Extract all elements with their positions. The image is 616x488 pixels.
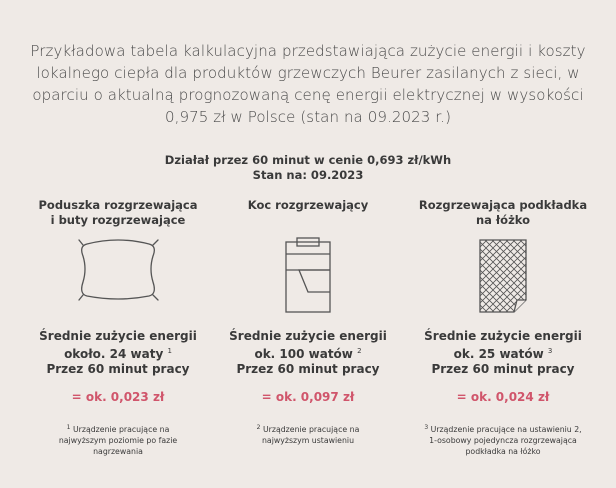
usage-watts: ok. 25 watów (453, 347, 544, 361)
footnote-line: podkładka na łóżko (465, 447, 541, 456)
product-column-mattress-pad (405, 198, 601, 456)
cost-value: = ok. 0,097 zł (261, 390, 355, 404)
footnote-mark: 3 (547, 347, 553, 355)
footnote-mark: 1 (167, 347, 172, 355)
product-title (405, 198, 601, 230)
cost-value: = ok. 0,023 zł (71, 390, 165, 404)
pillow-icon (20, 234, 216, 324)
footnote-text: Urządzenie pracujące na ustawieniu 2, (430, 425, 582, 434)
usage-value (210, 344, 406, 362)
usage-duration: Przez 60 minut pracy (236, 362, 380, 376)
product-title-line: na łóżko (475, 213, 531, 227)
footnote-line: 1-osobowy pojedyncza rozgrzewająca (429, 436, 577, 445)
footnote-mark: 2 (357, 347, 362, 355)
product-column-heat-blanket (210, 198, 406, 445)
energy-usage (405, 329, 601, 377)
footnote (210, 422, 406, 446)
calculation-basis (0, 153, 616, 183)
cost-value: = ok. 0,024 zł (456, 390, 550, 404)
product-title-line: Poduszka rozgrzewająca (38, 198, 198, 212)
product-title (210, 198, 406, 230)
footnote-text: Urządzenie pracujące na (262, 425, 360, 434)
product-title-line: Rozgrzewająca podkładka (418, 198, 588, 212)
energy-usage (210, 329, 406, 377)
product-title-line: i buty rozgrzewające (50, 213, 186, 227)
intro-line: lokalnego ciepła dla produktów grzewczych Beurer zasilanych z sieci, w (36, 64, 580, 82)
product-title (20, 198, 216, 230)
footnote-text: Urządzenie pracujące na (72, 425, 170, 434)
footnote-line: najwyższym ustawieniu (261, 436, 355, 445)
usage-duration: Przez 60 minut pracy (431, 362, 575, 376)
price-basis: Działał przez 60 minut w cenie 0,693 zł/kWh (164, 153, 452, 167)
intro-line: 0,975 zł w Polsce (stan na 09.2023 r.) (164, 108, 452, 126)
footnote-line (405, 422, 601, 435)
footnote-mark: 1 (66, 424, 71, 431)
intro-line: Przykładowa tabela kalkulacyjna przedstawiająca zużycie energii i koszty (30, 42, 586, 60)
footnote-mark: 3 (424, 424, 429, 431)
blanket-icon (210, 234, 406, 324)
usage-value (405, 344, 601, 362)
footnote-line: najwyższym poziomie po fazie (58, 436, 178, 445)
mattress-pad-icon (405, 234, 601, 324)
footnote (405, 422, 601, 457)
product-column-heat-pad (20, 198, 216, 456)
usage-label: Średnie zużycie energii (424, 329, 582, 343)
footnote-line: nagrzewania (93, 447, 143, 456)
usage-watts: ok. 100 watów (254, 347, 353, 361)
footnote-mark: 2 (256, 424, 261, 431)
usage-watts: około. 24 waty (64, 347, 164, 361)
intro-line: oparciu o aktualną prognozowaną cenę energii elektrycznej w wysokości (32, 86, 584, 104)
usage-value (20, 344, 216, 362)
energy-usage (20, 329, 216, 377)
date-basis: Stan na: 09.2023 (252, 168, 364, 182)
usage-label: Średnie zużycie energii (39, 329, 197, 343)
usage-duration: Przez 60 minut pracy (46, 362, 190, 376)
product-title-line: Koc rozgrzewający (247, 198, 369, 212)
usage-label: Średnie zużycie energii (229, 329, 387, 343)
footnote-line (20, 422, 216, 435)
footnote (20, 422, 216, 457)
footnote-line (210, 422, 406, 435)
intro-text (20, 40, 596, 128)
